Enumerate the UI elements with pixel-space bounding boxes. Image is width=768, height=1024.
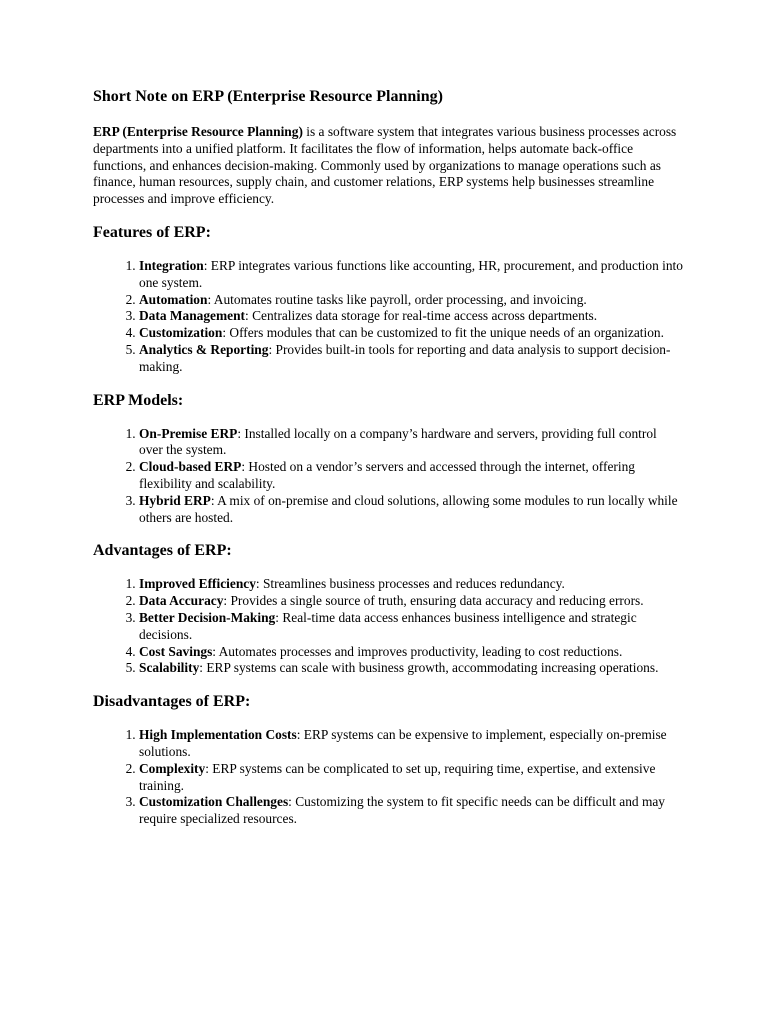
models-heading: ERP Models:	[93, 391, 184, 409]
item-text: : ERP systems can be complicated to set up, requiring time, expertise, and extensive training.	[139, 760, 656, 793]
item-term: Data Management	[139, 308, 245, 324]
item-text: : Centralizes data storage for real-time access across departments.	[245, 308, 598, 324]
item-term: Improved Efficiency	[139, 576, 256, 592]
item-term: Better Decision-Making	[139, 609, 276, 625]
item-text: : Real-time data access enhances business intelligence and strategic decisions.	[139, 609, 637, 642]
item-text: : Customizing the system to fit specific needs can be difficult and may require specialized resources.	[139, 794, 666, 827]
item-term: Hybrid ERP	[139, 492, 211, 508]
item-term: Automation	[139, 291, 208, 307]
list-item	[139, 459, 683, 493]
item-term: Analytics & Reporting	[139, 341, 269, 357]
item-term: Integration	[139, 257, 204, 273]
item-text: : Automates processes and improves productivity, leading to cost reductions.	[212, 643, 623, 659]
page-title: Short Note on ERP (Enterprise Resource Planning)	[93, 88, 443, 105]
list-item	[139, 761, 683, 795]
features-heading: Features of ERP:	[93, 223, 211, 241]
item-term: Data Accuracy	[139, 593, 224, 609]
list-item	[139, 794, 683, 828]
item-text: : Offers modules that can be customized to fit the unique needs of an organization.	[222, 325, 664, 341]
advantages-heading: Advantages of ERP:	[93, 542, 232, 560]
item-term: Scalability	[139, 660, 200, 676]
list-item	[139, 258, 683, 292]
item-text: : ERP integrates various functions like accounting, HR, procurement, and production into one system.	[139, 257, 683, 290]
list-item	[139, 342, 683, 376]
disadvantages-heading: Disadvantages of ERP:	[93, 693, 251, 711]
list-item	[139, 576, 683, 593]
list-item	[139, 325, 683, 342]
list-item	[139, 660, 683, 677]
models-list	[93, 426, 683, 527]
disadvantages-list	[93, 727, 683, 828]
intro-text: is a software system that integrates various business processes across departments into a unified platform. It facilitates the flow of information, helps automate back-office functions, and enhances decision-making. Commonly used by organizations to manage operations such as finance, human resources, supply chain, and customer relations, ERP systems help businesses streamline processes and improve efficiency.	[93, 124, 677, 207]
document-page	[93, 86, 683, 842]
advantages-list	[93, 576, 683, 677]
item-term: Cost Savings	[139, 643, 213, 659]
item-text: : Hosted on a vendor’s servers and accessed through the internet, offering flexibility and scalability.	[139, 459, 635, 491]
item-text: : Streamlines business processes and reduces redundancy.	[255, 576, 565, 592]
list-item	[139, 610, 683, 644]
item-term: Customization	[139, 325, 223, 341]
list-item	[139, 727, 683, 761]
list-item	[139, 426, 683, 460]
item-term: Cloud-based ERP	[139, 459, 242, 475]
list-item	[139, 593, 683, 610]
item-term: Complexity	[139, 760, 206, 776]
item-term: High Implementation Costs	[139, 727, 297, 743]
item-text: : Installed locally on a company’s hardware and servers, providing full control over the system.	[139, 425, 657, 458]
intro-term: ERP (Enterprise Resource Planning)	[93, 124, 303, 139]
item-text: : A mix of on-premise and cloud solutions, allowing some modules to run locally while others are hosted.	[139, 492, 678, 525]
item-text: : Automates routine tasks like payroll, order processing, and invoicing.	[207, 291, 587, 307]
item-text: : Provides built-in tools for reporting and data analysis to support decision-making.	[139, 341, 671, 374]
list-item	[139, 644, 683, 661]
item-text: : ERP systems can be expensive to implement, especially on-premise solutions.	[139, 727, 667, 759]
intro-paragraph	[93, 124, 683, 208]
features-list	[93, 258, 683, 376]
item-term: On-Premise ERP	[139, 425, 238, 441]
item-text: : Provides a single source of truth, ensuring data accuracy and reducing errors.	[223, 593, 644, 609]
list-item	[139, 292, 683, 309]
item-text: : ERP systems can scale with business growth, accommodating increasing operations.	[199, 660, 659, 676]
item-term: Customization Challenges	[139, 794, 289, 810]
list-item	[139, 493, 683, 527]
list-item	[139, 308, 683, 325]
